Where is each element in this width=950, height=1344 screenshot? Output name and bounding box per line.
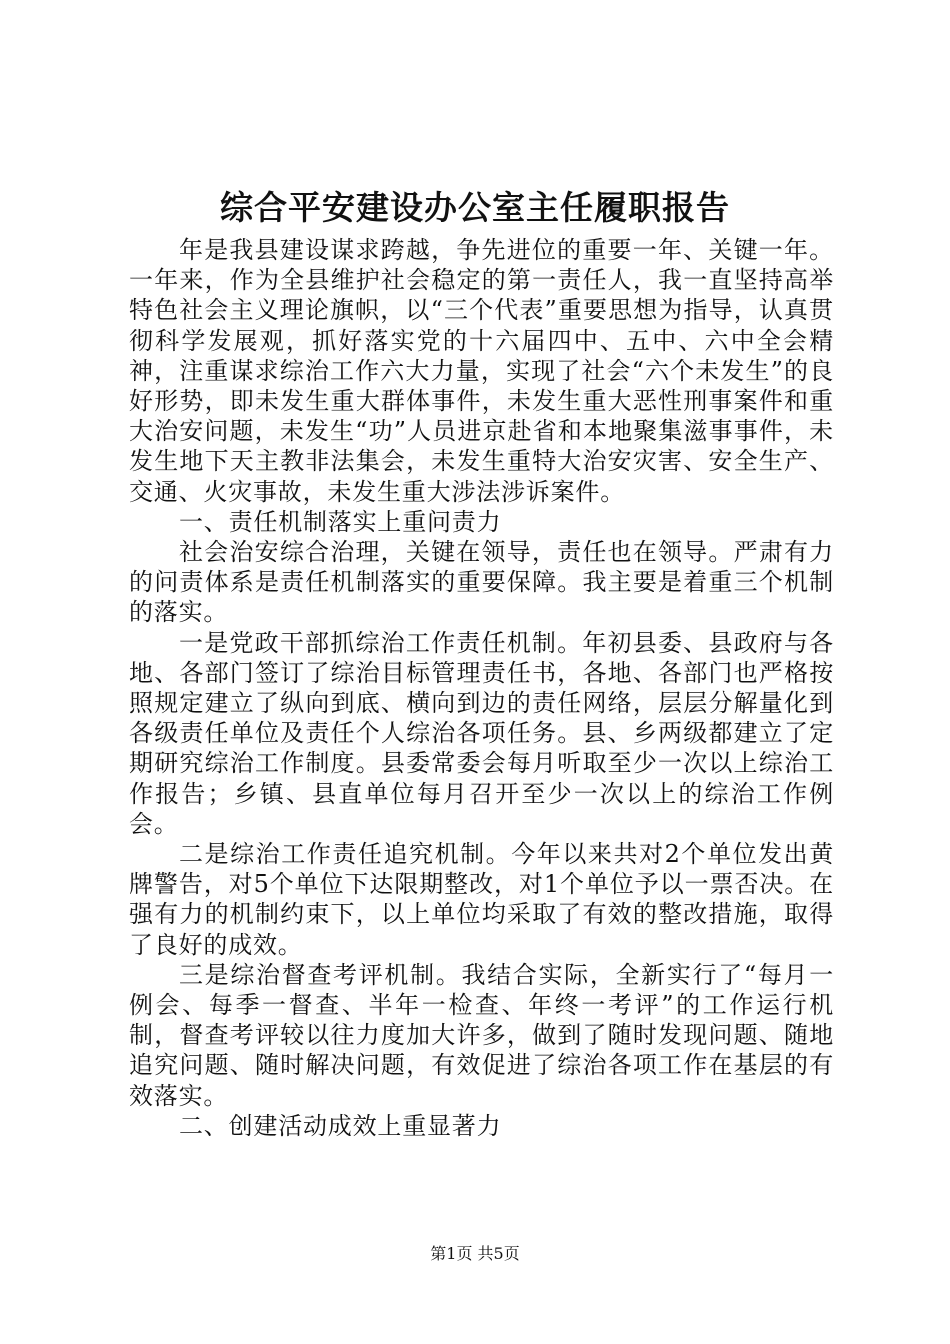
paragraph-intro: 年是我县建设谋求跨越，争先进位的重要一年、关键一年。一年来，作为全县维护社会稳定的第一责任人，我一直坚持高举特色社会主义理论旗帜，以“三个代表”重要思想为指导，认真贯彻科学发展观，抓好落实党的十六届四中、五中、六中全会精神，注重谋求综治工作六大力量，实现了社会“六个未发生”的良好形势，即未发生重大群体事件，未发生重大恶性刑事案件和重大治安问题，未发生“功”人员进京赴省和本地聚集滋事事件，未发生地下天主教非法集会，未发生重特大治安灾害、安全生产、交通、火灾事故，未发生重大涉法涉诉案件。 (129, 236, 834, 506)
section-heading-1: 一、责任机制落实上重问责力 (179, 507, 502, 536)
document-title: 综合平安建设办公室主任履职报告 (220, 188, 730, 227)
paragraph-accountability: 社会治安综合治理，关键在领导，责任也在领导。严肃有力的问责体系是责任机制落实的重要保障。我主要是着重三个机制的落实。 (129, 538, 834, 627)
section-heading-2: 二、创建活动成效上重显著力 (179, 1111, 502, 1140)
paragraph-mechanism-1: 一是党政干部抓综治工作责任机制。年初县委、县政府与各地、各部门签订了综治目标管理责任书，各地、各部门也严格按照规定建立了纵向到底、横向到边的责任网络，层层分解量化到各级责任单位及责任个人综治各项任务。县、乡两级都建立了定期研究综治工作制度。县委常委会每月听取至少一次以上综治工作报告；乡镇、县直单位每月召开至少一次以上的综治工作例会。 (129, 628, 834, 838)
paragraph-mechanism-3: 三是综治督查考评机制。我结合实际，全新实行了“每月一例会、每季一督查、半年一检查、年终一考评”的工作运行机制，督查考评较以往力度加大许多，做到了随时发现问题、随地追究问题、随时解决问题，有效促进了综治各项工作在基层的有效落实。 (129, 960, 834, 1110)
paragraph-mechanism-2: 二是综治工作责任追究机制。今年以来共对2个单位发出黄牌警告，对5个单位下达限期整改，对1个单位予以一票否决。在强有力的机制约束下，以上单位均采取了有效的整改措施，取得了良好的成效。 (129, 840, 834, 959)
document-body (129, 235, 834, 1141)
page-number-footer: 第1页 共5页 (430, 1244, 520, 1263)
